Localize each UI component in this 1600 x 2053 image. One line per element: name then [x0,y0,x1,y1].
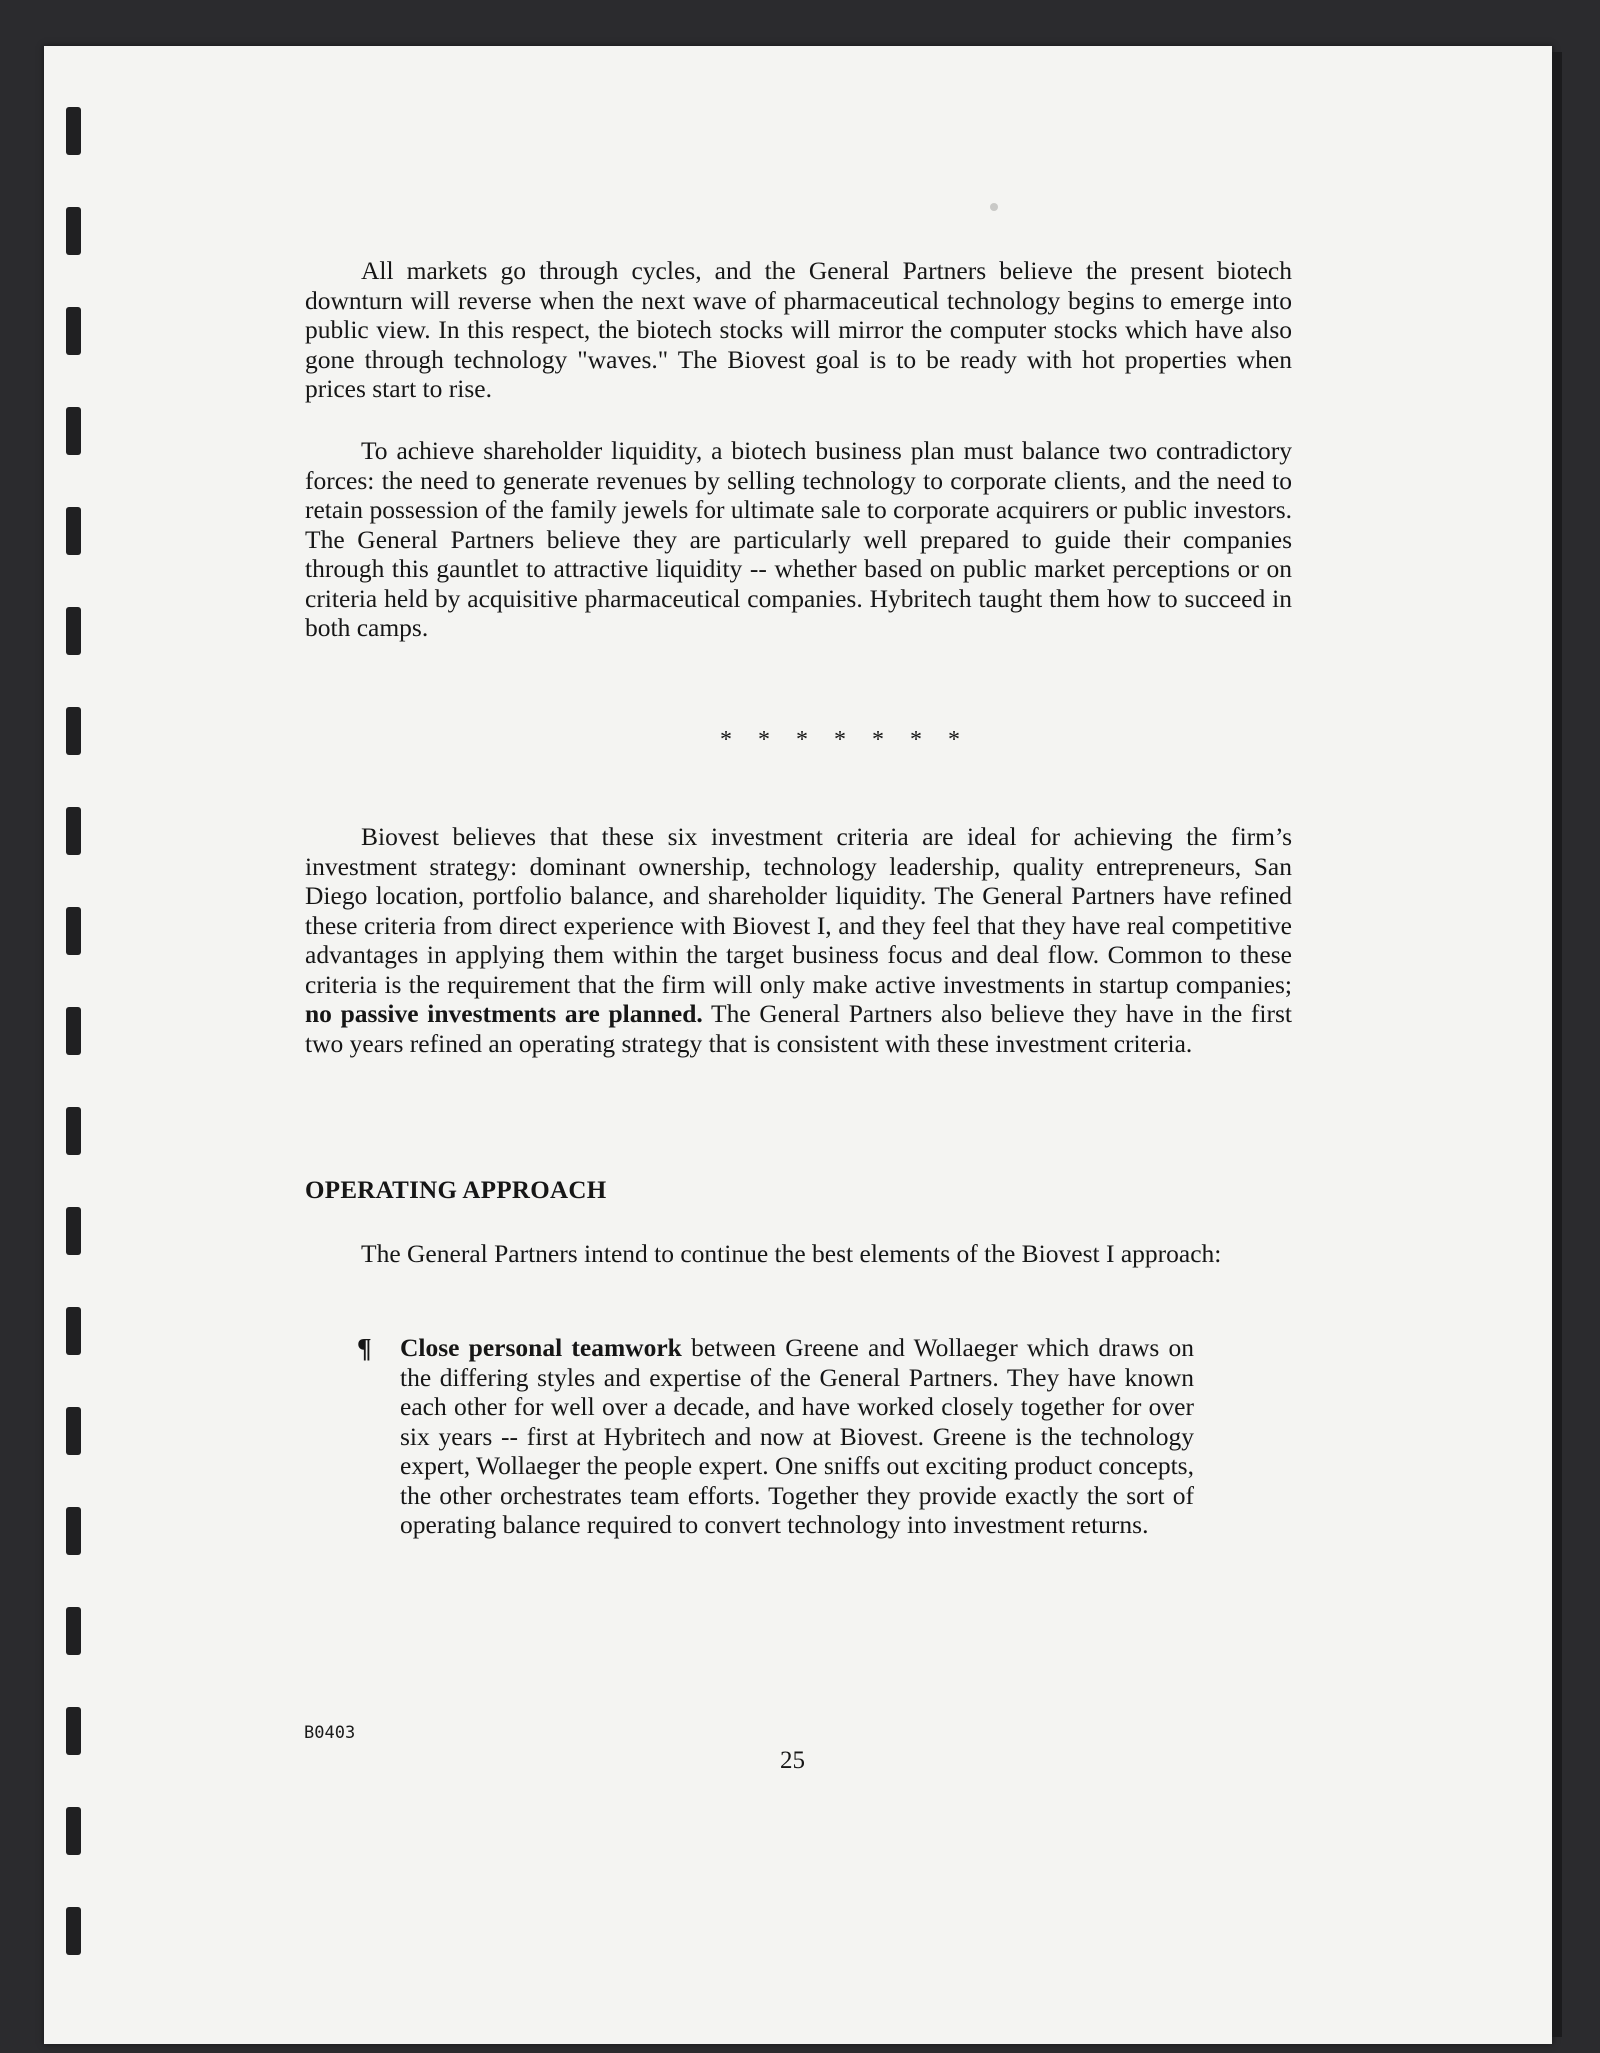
binding-hole [66,307,81,355]
binding-hole [66,507,81,555]
binding-hole [66,107,81,155]
section-separator: * * * * * * * [720,727,970,753]
section-intro: The General Partners intend to continue the best elements of the Biovest I approach: [361,1239,1222,1268]
binding-hole [66,707,81,755]
page-edge-shadow [1552,52,1562,2037]
binding-hole [66,1807,81,1855]
binding-hole [66,1207,81,1255]
paragraph-market-cycles: All markets go through cycles, and the General Partners believe the present biotech downturn will reverse when the next wave of pharmaceutical technology begins to emerge into public view. In this respect, the biotech stocks will mirror the computer stocks which have also gone through technology "waves." The Biovest goal is to be ready with hot properties when prices start to rise. [305,256,1292,403]
bullet-body: between Greene and Wollaeger which draws on the differing styles and expertise of the General Partners. They have known each other for well over a decade, and have worked closely together for over six years -- first at Hybritech and now at Biovest. Greene is the technology expert, Wollaeger the people expert. One sniffs out exciting product concepts, the other orchestrates team efforts. Together they provide exactly the sort of operating balance required to convert technology into investment returns. [400,1333,1195,1539]
binding-hole [66,1007,81,1055]
page-number: 25 [780,1747,805,1774]
document-code: B0403 [304,1723,356,1743]
pilcrow-bullet-icon: ¶ [357,1333,372,1363]
binding-hole [66,1707,81,1755]
paragraph-shareholder-liquidity: To achieve shareholder liquidity, a biotech business plan must balance two contradictory forces: the need to generate revenues by selling technology to corporate clients, and the need to retain possession of the family jewels for ultimate sale to corporate acquirers or public investors. The General Partners believe they are particularly well prepared to guide their companies through this gauntlet to attractive liquidity -- whether based on public market perceptions or on criteria held by acquisitive pharmaceutical companies. Hybritech taught them how to succeed in both camps. [305,436,1292,642]
criteria-text-end: The General Partners also believe they have in the first two years refined an operating strategy that is consistent with these investment criteria. [305,999,1292,1058]
paper-speck [990,203,998,211]
binding-hole [66,1907,81,1955]
binding-hole [66,407,81,455]
section-heading: OPERATING APPROACH [305,1177,607,1204]
binding-hole [66,1107,81,1155]
binding-hole [66,607,81,655]
bullet-bold-lead: Close personal teamwork [400,1333,682,1362]
criteria-bold-statement: no passive investments are planned. [305,999,703,1028]
binding-hole [66,1507,81,1555]
bullet-teamwork [400,1333,1194,1540]
binding-hole [66,907,81,955]
binding-hole [66,807,81,855]
binding-hole [66,1607,81,1655]
paragraph-investment-criteria [305,822,1292,1058]
binding-hole [66,1307,81,1355]
binding-hole [66,207,81,255]
binding-holes [0,0,100,2053]
binding-hole [66,1407,81,1455]
criteria-text-start: Biovest believes that these six investment criteria are ideal for achieving the firm’s investment strategy: dominant ownership, technology leadership, quality entrepreneurs, San Diego location, portfolio balance, and shareholder liquidity. The General Partners have refined these criteria from direct experience with Biovest I, and they feel that they have real competitive advantages in applying them within the target business focus and deal flow. Common to these criteria is the requirement that the firm will only make active investments in startup companies; [305,822,1292,999]
